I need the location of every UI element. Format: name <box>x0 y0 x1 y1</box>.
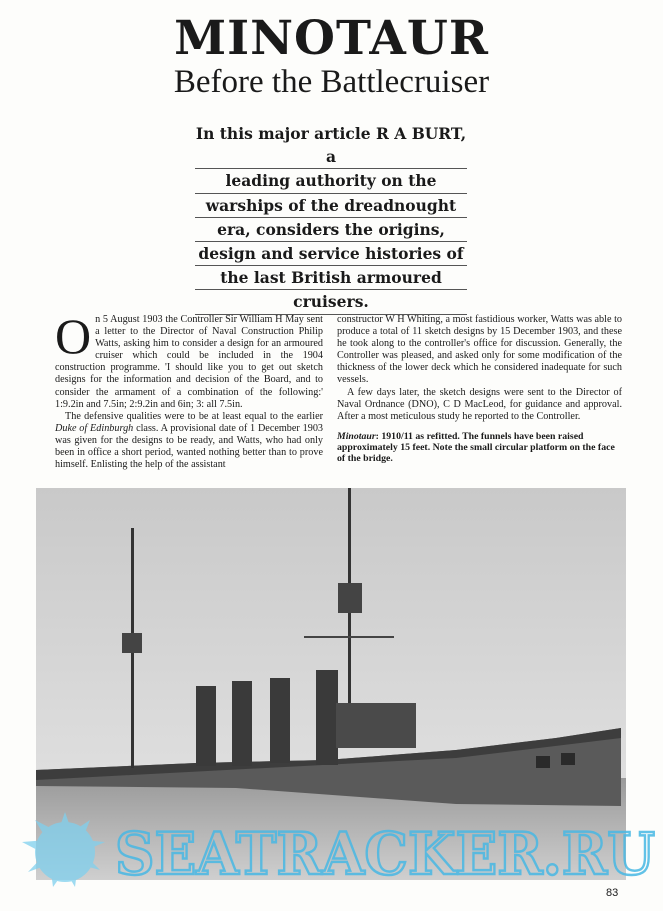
intro-line: leading authority on the <box>195 169 467 193</box>
intro-line: design and service histories of <box>195 242 467 266</box>
paragraph <box>55 308 323 411</box>
drop-cap: O <box>55 308 92 364</box>
paragraph-text: The defensive qualities were to be at least equal to the earlier <box>65 410 323 422</box>
paragraph: A few days later, the sketch designs were sent to the Director of Naval Ordnance (DNO), C D MacLeod, for guidance and approval. After a most meticulous study he reported to the Controller. <box>337 386 622 422</box>
intro-standfirst <box>195 122 467 315</box>
intro-line: cruisers. <box>195 290 467 314</box>
caption-ship-name: Minotaur <box>337 430 376 442</box>
ship-class-name: Duke of Edinburgh <box>55 422 134 434</box>
paragraph <box>55 411 323 471</box>
article-title: MINOTAUR <box>174 11 489 66</box>
watermark-text: SEATRACKER.RU <box>115 820 655 887</box>
intro-line: the last British armoured <box>195 266 467 290</box>
watermark-logo <box>20 812 660 887</box>
page-number: 83 <box>606 887 619 899</box>
photo-caption <box>337 431 622 464</box>
paragraph: constructor W H Whiting, a most fastidious worker, Watts was able to produce a total of 11 sketch designs by 15 December 1903, and these he took along to the controller's office for discussion. Generally, the Controller was pleased, and asked only for some modification of the thickness of the lower deck which he considered inadequate for such vessels. <box>337 314 622 386</box>
caption-text: : 1910/11 as refitted. The funnels have been raised approximately 15 feet. Note the small circular platform on the face of the bridge. <box>337 430 615 464</box>
left-column <box>55 308 324 471</box>
intro-line: era, considers the origins, <box>195 218 467 242</box>
intro-line: In this major article R A BURT, a <box>195 122 467 169</box>
paragraph-text: class. A provisional date of 1 December 1903 was given for the designs to be ready, and Watts, who had only been in office a short period, wanted nothing better than to prove himself. Enlisting the help of the assistant <box>55 422 324 471</box>
intro-line: warships of the dreadnought <box>195 194 467 218</box>
article-subtitle: Before the Battlecruiser <box>173 64 490 100</box>
paragraph-text: n 5 August 1903 the Controller Sir William H May sent a letter to the Director of Naval Construction Philip Watts, asking him to consider a design for an armoured cruiser which could be included in the 1904 construction programme. 'I should like you to get out sketch designs for the information and decision of the Board, and to consider the armament of a combination of the following:' 1:9.2in and 7.5in; 2:9.2in and 6in; 3: all 7.5in. <box>55 314 323 410</box>
right-column <box>337 314 622 464</box>
